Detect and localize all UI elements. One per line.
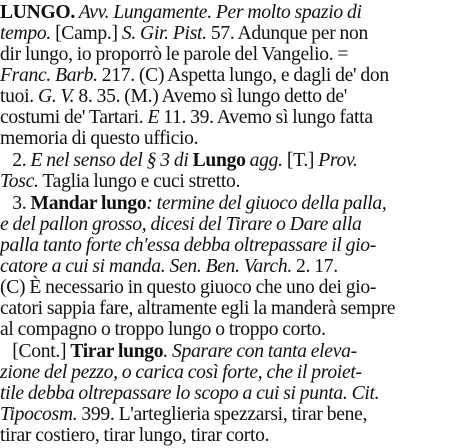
text-segment: G. V.	[37, 86, 75, 107]
text-segment: 217. (C) Aspetta lungo, e dagli de' don	[97, 65, 389, 86]
text-line	[0, 194, 386, 214]
text-segment: 8. 35. (M.) Avemo sì lungo detto de'	[74, 86, 347, 107]
text-segment: catore a cui si manda.	[0, 256, 166, 277]
text-segment: 11. 39. Avemo sì lungo fatta	[159, 107, 373, 128]
text-segment: E	[147, 107, 160, 128]
text-line	[0, 129, 198, 149]
text-line	[0, 87, 347, 107]
text-line	[0, 257, 338, 277]
text-segment: 2.	[0, 150, 31, 171]
text-line	[0, 384, 379, 404]
text-segment: Tipocosm.	[0, 404, 78, 425]
text-line	[0, 24, 368, 44]
text-segment: [T.]	[282, 150, 319, 171]
text-segment: Tirar lungo	[70, 341, 164, 362]
text-segment: dir lungo, io proporrò le parole del Vangelio. =	[0, 44, 349, 65]
text-line	[0, 151, 358, 171]
text-segment: [Camp.]	[50, 23, 122, 44]
text-line	[0, 236, 376, 256]
text-segment: LUNGO.	[0, 2, 75, 23]
text-segment: Prov.	[318, 150, 358, 171]
text-segment: 399. L'arteglieria spezzarsi, tirar bene,	[77, 404, 368, 425]
text-segment: Lungo	[192, 150, 246, 171]
text-segment: : termine del giuoco della palla,	[146, 193, 387, 214]
text-segment: catori sappia fare, altramente egli la manderà sempre	[0, 298, 396, 319]
text-segment: tuoi.	[0, 86, 38, 107]
text-segment: 3.	[0, 193, 31, 214]
text-segment: Cit.	[351, 383, 380, 404]
text-line	[0, 66, 389, 86]
text-line	[0, 278, 376, 298]
text-segment: tirar costiero, tirar lungo, tirar corto.	[0, 425, 270, 446]
text-line	[0, 405, 367, 425]
text-line	[0, 45, 348, 65]
text-segment: Tosc.	[0, 171, 39, 192]
text-segment: Sen. Ben. Varch.	[169, 256, 292, 277]
text-segment: 57. Adunque per non	[206, 23, 369, 44]
text-segment: Mandar lungo	[30, 193, 147, 214]
text-line	[0, 299, 395, 319]
text-segment: e del pallon grosso, dicesi del Tirare o Dare alla	[0, 214, 362, 235]
text-segment: 2. 17.	[291, 256, 338, 277]
text-line	[0, 215, 361, 235]
text-segment: agg.	[245, 150, 283, 171]
text-line	[0, 108, 373, 128]
text-segment: [Cont.]	[0, 341, 71, 362]
text-segment: Avv. Lungamente. Per molto spazio di	[74, 2, 362, 23]
text-line	[0, 320, 326, 340]
text-segment: tempo.	[0, 23, 51, 44]
text-segment: . Sparare con tanta eleva-	[163, 341, 357, 362]
text-segment: zione del pezzo, o carica così forte, che il proiet-	[0, 362, 362, 383]
text-segment: tile debba oltrepassare lo scopo a cui si punta.	[0, 383, 348, 404]
text-segment: palla tanto forte ch'essa debba oltrepassare il gio-	[0, 235, 377, 256]
text-segment: memoria di questo ufficio.	[0, 128, 199, 149]
text-segment: S. Gir. Pist.	[121, 23, 207, 44]
text-line	[0, 363, 362, 383]
text-segment: Franc. Barb.	[0, 65, 98, 86]
text-line	[0, 426, 269, 446]
text-segment: (C) È necessario in questo giuoco che uno dei gio-	[0, 277, 377, 298]
text-segment: Taglia lungo e cuci stretto.	[38, 171, 241, 192]
text-segment: costumi de' Tartari.	[0, 107, 148, 128]
text-segment: al compagno o troppo lungo o troppo corto.	[0, 319, 326, 340]
text-segment: E nel senso del § 3 di	[30, 150, 193, 171]
text-line	[0, 342, 357, 362]
text-line	[0, 3, 362, 23]
text-line	[0, 172, 240, 192]
